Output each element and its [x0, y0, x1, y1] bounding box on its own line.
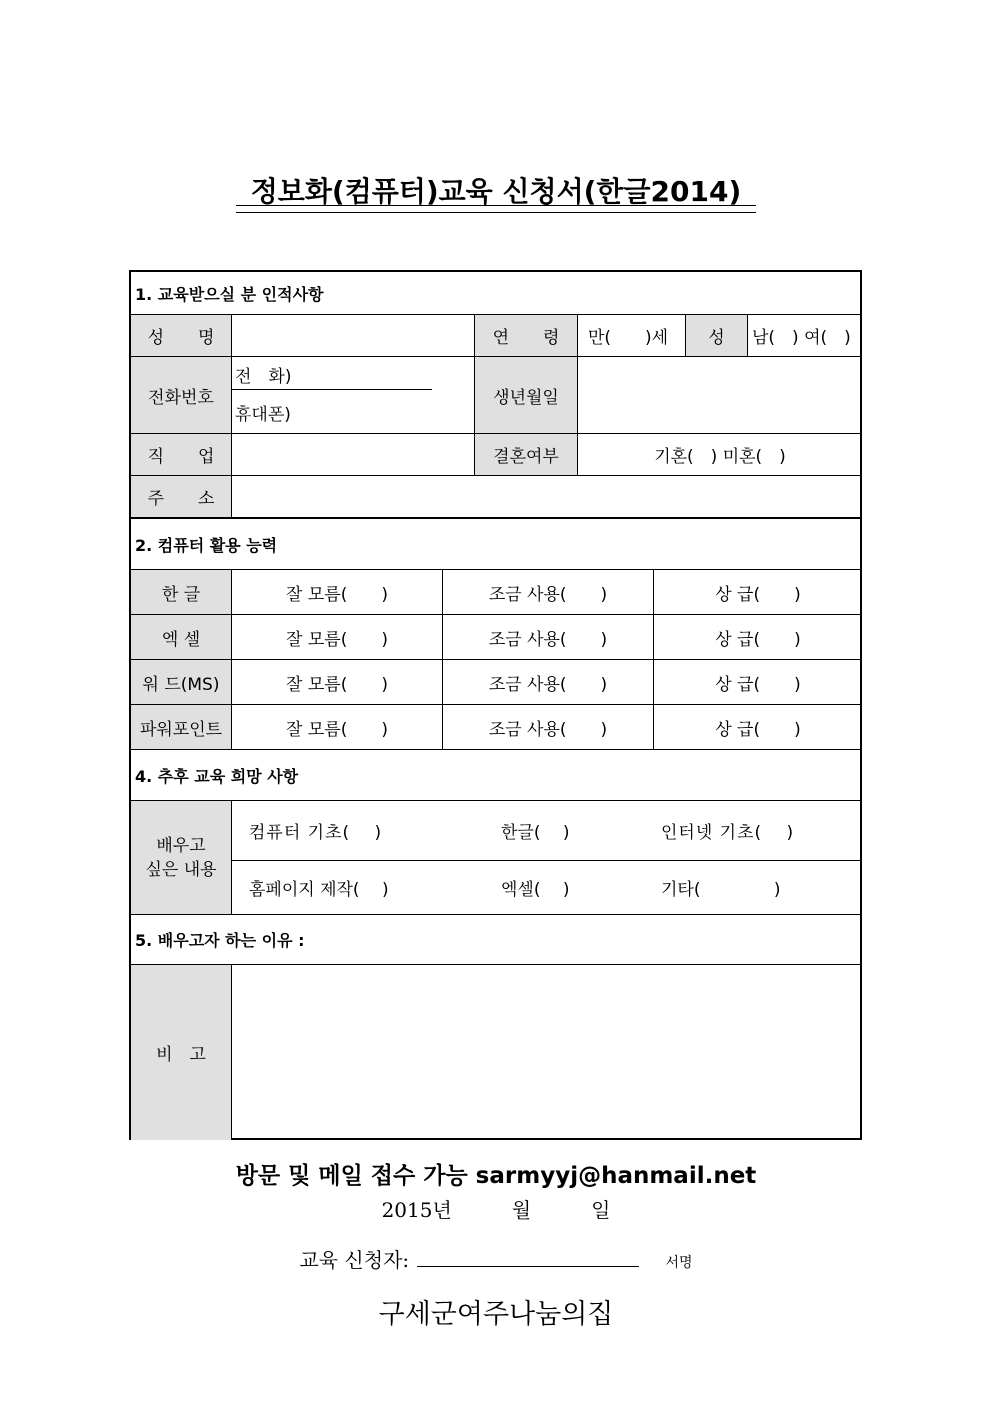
skill-row-label: 워 드(MS): [131, 660, 231, 704]
skill-row-label: 한 글: [131, 570, 231, 614]
wish-internet-basic[interactable]: 인터넷 기초( ): [661, 823, 795, 843]
applicant-line: [0, 1244, 992, 1273]
applicant-signature-field[interactable]: [417, 1248, 639, 1267]
skill-option-some[interactable]: 조금 사용( ): [488, 674, 608, 695]
note-field[interactable]: [232, 965, 862, 1140]
address-label: 주 소: [131, 476, 231, 517]
sex-label: 성: [686, 315, 747, 356]
contact-info: 방문 및 메일 접수 가능 sarmyyj@hanmail.net: [235, 1163, 757, 1189]
skill-row-label: 파워포인트: [131, 705, 231, 749]
organization-name: 구세군여주나눔의집: [378, 1299, 614, 1330]
skill-option-some[interactable]: 조금 사용( ): [488, 629, 608, 650]
skill-option-advanced[interactable]: 상 급( ): [715, 674, 801, 695]
home-phone-field[interactable]: 전 화): [232, 360, 432, 390]
name-label: 성 명: [131, 315, 231, 356]
title-underline: [236, 205, 756, 213]
form-title: 정보화(컴퓨터)교육 신청서(한글2014): [250, 175, 742, 208]
job-label: 직 업: [131, 434, 231, 475]
skill-row-label: 엑 셀: [131, 615, 231, 659]
wish-other[interactable]: 기타( ): [661, 880, 781, 900]
skill-option-advanced[interactable]: 상 급( ): [715, 719, 801, 740]
application-form: [129, 270, 862, 1140]
birth-field[interactable]: [578, 357, 862, 433]
date-line: 2015년 월 일: [381, 1198, 611, 1222]
wish-label: 배우고 싶은 내용: [131, 801, 231, 914]
section5-heading: 5. 배우고자 하는 이유 :: [135, 931, 305, 950]
skill-option-none[interactable]: 잘 모름( ): [286, 629, 388, 650]
section1-heading: 1. 교육받으실 분 인적사항: [135, 284, 324, 304]
wish-homepage[interactable]: 홈페이지 제작( ): [249, 880, 389, 900]
birth-label: 생년월일: [475, 357, 577, 433]
phone-label: 전화번호: [131, 357, 231, 433]
address-field[interactable]: [232, 476, 862, 517]
sign-label: 서명: [665, 1255, 693, 1271]
mobile-phone-field[interactable]: 휴대폰): [235, 404, 291, 425]
marriage-field[interactable]: 기혼( ) 미혼( ): [654, 447, 786, 467]
skill-option-advanced[interactable]: 상 급( ): [715, 584, 801, 605]
age-field[interactable]: 만( )세: [588, 328, 669, 348]
applicant-label: 교육 신청자:: [299, 1248, 410, 1272]
age-label: 연 령: [475, 315, 577, 356]
section2-heading: 2. 컴퓨터 활용 능력: [135, 535, 278, 555]
skill-option-none[interactable]: 잘 모름( ): [286, 584, 388, 605]
sex-field[interactable]: 남( ) 여( ): [752, 328, 851, 348]
section4-heading: 4. 추후 교육 희망 사항: [135, 766, 299, 786]
wish-hangul[interactable]: 한글( ): [501, 823, 570, 843]
skill-option-advanced[interactable]: 상 급( ): [715, 629, 801, 650]
note-label: 비 고: [131, 965, 231, 1140]
name-field[interactable]: [232, 315, 474, 356]
marriage-label: 결혼여부: [475, 434, 577, 475]
wish-basic-computer[interactable]: 컴퓨터 기초( ): [249, 823, 383, 843]
job-field[interactable]: [232, 434, 474, 475]
skill-option-none[interactable]: 잘 모름( ): [286, 674, 388, 695]
skill-option-some[interactable]: 조금 사용( ): [488, 719, 608, 740]
skill-option-none[interactable]: 잘 모름( ): [286, 719, 388, 740]
wish-excel[interactable]: 엑셀( ): [501, 880, 570, 900]
skill-option-some[interactable]: 조금 사용( ): [488, 584, 608, 605]
